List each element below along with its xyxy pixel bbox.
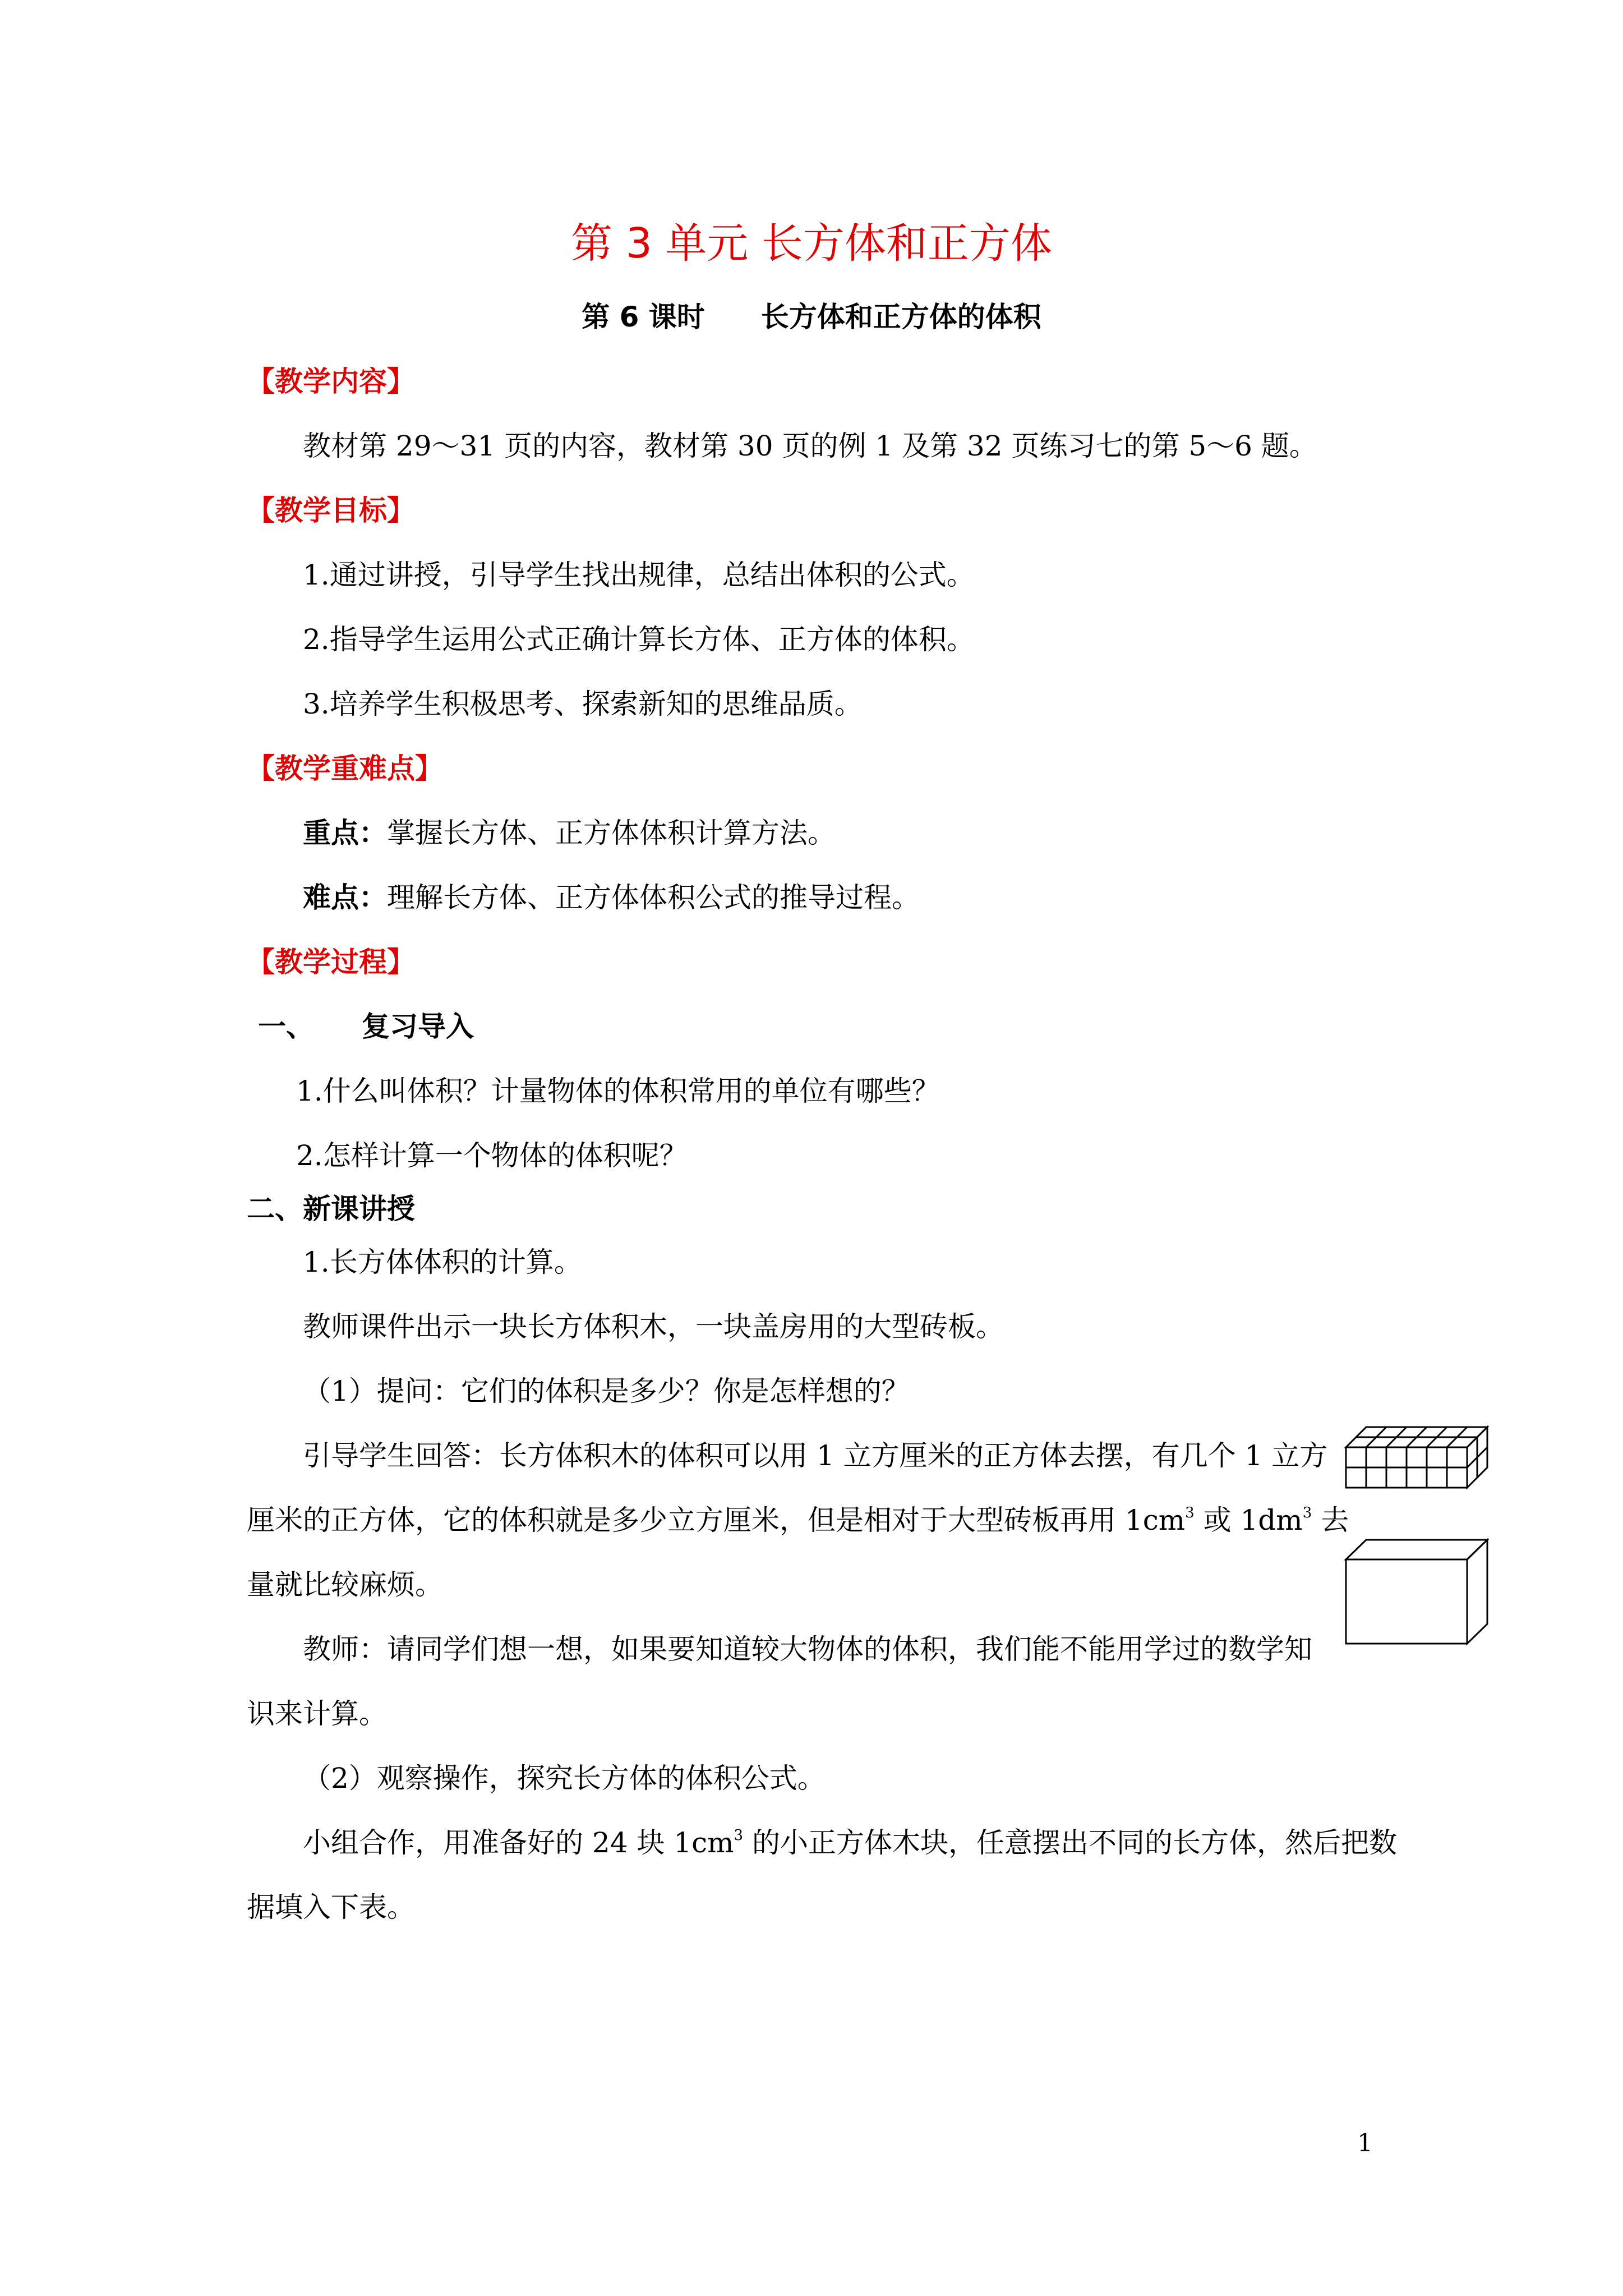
section-heading-key: 【教学重难点】 bbox=[247, 752, 443, 785]
review-item: 2.怎样计算一个物体的体积呢？ bbox=[296, 1139, 688, 1172]
goal-item: 1.通过讲授，引导学生找出规律，总结出体积的公式。 bbox=[303, 559, 975, 591]
page-number: 1 bbox=[1357, 2129, 1373, 2157]
difficult-label: 难点： bbox=[303, 881, 387, 914]
review-item: 1.什么叫体积？计量物体的体积常用的单位有哪些？ bbox=[296, 1075, 940, 1107]
group-line-2: 据填入下表。 bbox=[247, 1891, 415, 1924]
group-line-1: 小组合作，用准备好的 24 块 $1cm^3$ 的小正方体木块，任意摆出不同的长方体，然后把数 bbox=[303, 1826, 1397, 1859]
goal-item: 2.指导学生运用公式正确计算长方体、正方体的体积。 bbox=[303, 623, 975, 656]
item1-text: 1.长方体体积的计算。 bbox=[303, 1246, 582, 1278]
lesson-number: 第 6 课时 bbox=[582, 301, 705, 333]
key-label: 重点： bbox=[303, 817, 387, 849]
key-text: 掌握长方体、正方体体积计算方法。 bbox=[387, 817, 836, 849]
brick-board-figure bbox=[1346, 1540, 1487, 1644]
content-text: 教材第 29～31 页的内容，教材第 30 页的例 1 及第 32 页练习七的第 5～6 题。 bbox=[303, 430, 1317, 462]
question-1: （1）提问：它们的体积是多少？你是怎样想的？ bbox=[303, 1375, 910, 1407]
lesson-topic: 长方体和正方体的体积 bbox=[760, 301, 1041, 333]
unit-cube-block-figure bbox=[1346, 1427, 1487, 1488]
part1-title: 复习导入 bbox=[362, 1010, 474, 1043]
section-heading-content: 【教学内容】 bbox=[247, 365, 415, 398]
difficult-point bbox=[303, 875, 920, 915]
unit-title: 第 3 单元 长方体和正方体 bbox=[571, 219, 1052, 268]
guide-line-3: 量就比较麻烦。 bbox=[247, 1568, 443, 1601]
show-text: 教师课件出示一块长方体积木，一块盖房用的大型砖板。 bbox=[303, 1310, 1004, 1343]
cuboid-illustrations bbox=[1340, 1414, 1497, 1660]
teacher-line-2: 识来计算。 bbox=[247, 1697, 387, 1730]
difficult-text: 理解长方体、正方体体积公式的推导过程。 bbox=[387, 881, 920, 914]
part2-title: 二、新课讲授 bbox=[247, 1193, 415, 1225]
lesson-subtitle bbox=[0, 295, 1623, 335]
part1-number: 一、 bbox=[258, 1010, 314, 1043]
guide-line-2: 厘米的正方体，它的体积就是多少立方厘米，但是相对于大型砖板再用 $1cm^3$ 或 $1dm^3$ 去 bbox=[247, 1504, 1349, 1536]
guide-line-1: 引导学生回答：长方体积木的体积可以用 1 立方厘米的正方体去摆，有几个 1 立方 bbox=[303, 1439, 1328, 1472]
section-heading-goals: 【教学目标】 bbox=[247, 494, 415, 527]
goal-item: 3.培养学生积极思考、探索新知的思维品质。 bbox=[303, 688, 863, 720]
question-2: （2）观察操作，探究长方体的体积公式。 bbox=[303, 1762, 826, 1795]
section-heading-process: 【教学过程】 bbox=[247, 946, 415, 978]
teacher-line-1: 教师：请同学们想一想，如果要知道较大物体的体积，我们能不能用学过的数学知 bbox=[303, 1633, 1312, 1665]
key-point bbox=[303, 811, 836, 851]
